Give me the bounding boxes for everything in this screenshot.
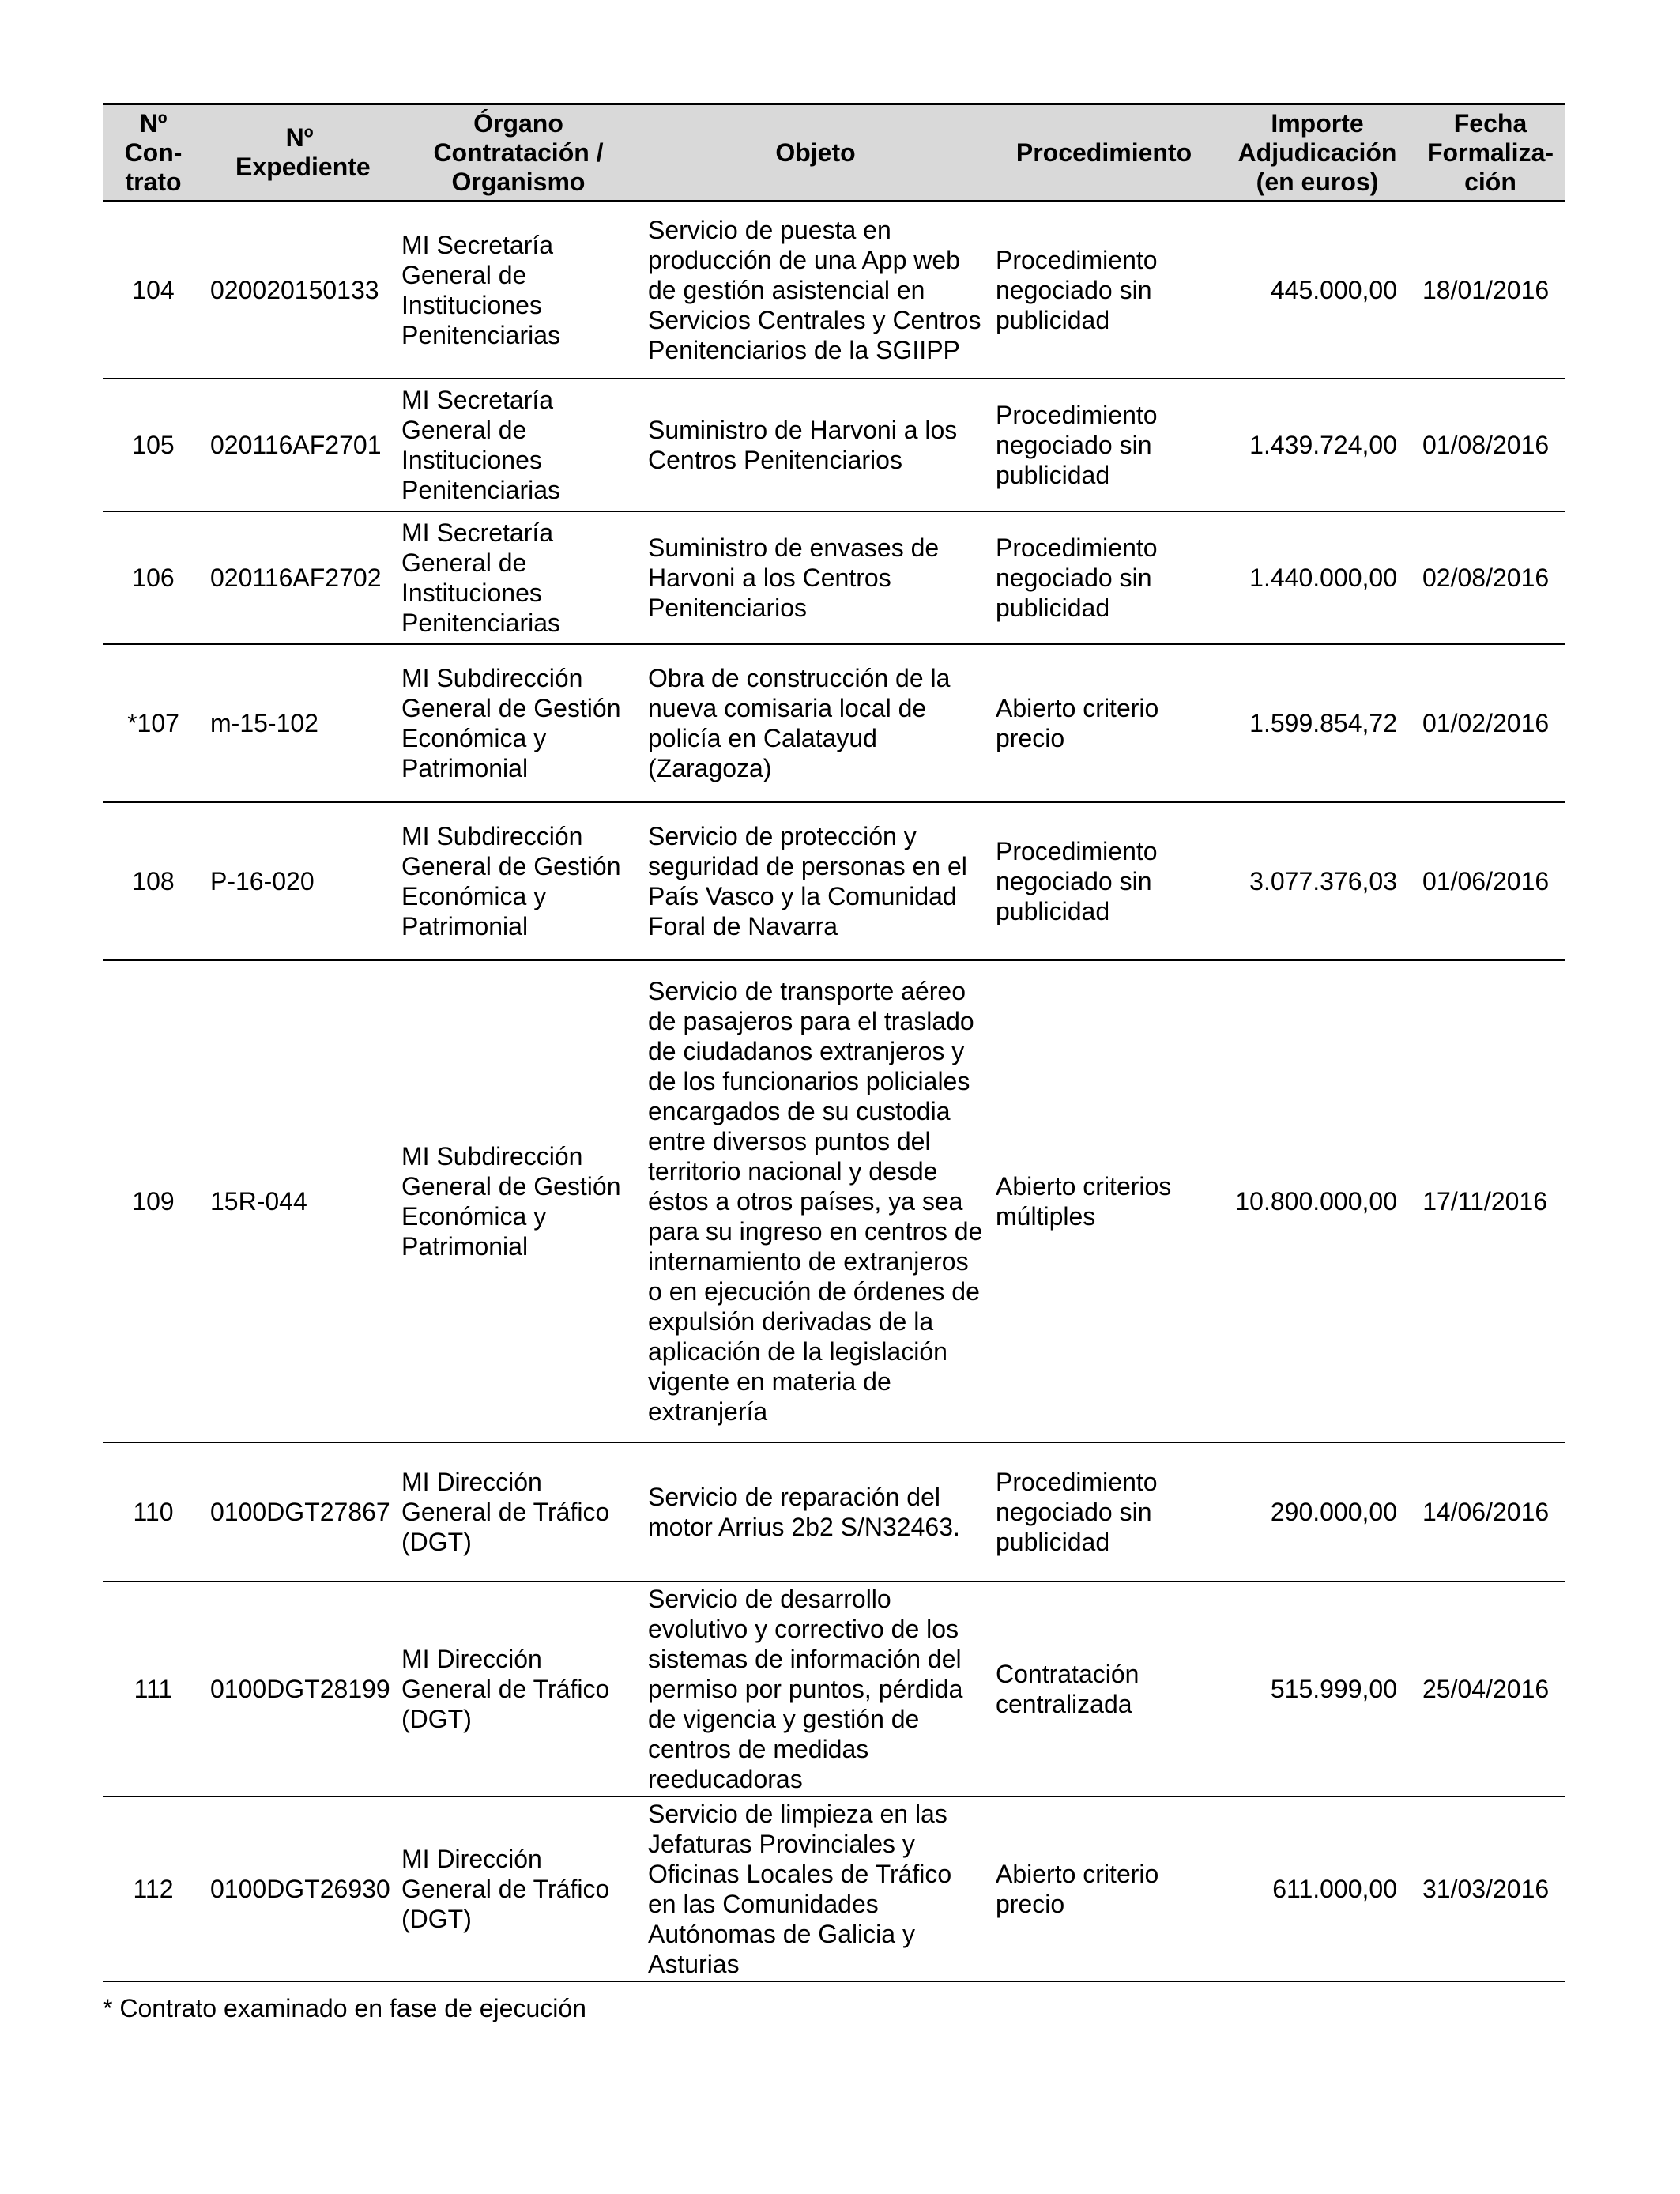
fecha-cell: 02/08/2016 <box>1416 511 1565 644</box>
importe-cell: 611.000,00 <box>1219 1796 1416 1981</box>
importe-cell: 445.000,00 <box>1219 202 1416 379</box>
fecha-cell: 31/03/2016 <box>1416 1796 1565 1981</box>
objeto-cell: Obra de construcción de la nueva comisaria local de policía en Calatayud (Zaragoza) <box>642 644 989 802</box>
header-objeto: Objeto <box>642 104 989 202</box>
objeto-cell: Suministro de Harvoni a los Centros Penitenciarios <box>642 379 989 511</box>
expediente-number: 0100DGT26930 <box>204 1796 395 1981</box>
header-expediente: Nº Expediente <box>204 104 395 202</box>
header-importe: Importe Adjudicación (en euros) <box>1219 104 1416 202</box>
organo-cell: MI Secretaría General de Instituciones Penitenciarias <box>395 379 642 511</box>
expediente-number: m-15-102 <box>204 644 395 802</box>
expediente-number: 0100DGT27867 <box>204 1442 395 1581</box>
footnote: * Contrato examinado en fase de ejecución <box>103 1993 586 2022</box>
objeto-cell: Servicio de puesta en producción de una App web de gestión asistencial en Servicios Centrales y Centros Penitenciarios de la SGIIPP <box>642 202 989 379</box>
table-row <box>103 1796 1565 1981</box>
expediente-number: 020020150133 <box>204 202 395 379</box>
table-row <box>103 644 1565 802</box>
organo-cell: MI Dirección General de Tráfico (DGT) <box>395 1442 642 1581</box>
expediente-number: 020116AF2702 <box>204 511 395 644</box>
document-page <box>103 103 1565 2023</box>
importe-cell: 515.999,00 <box>1219 1581 1416 1796</box>
header-fecha: Fecha Formaliza-ción <box>1416 104 1565 202</box>
objeto-cell: Servicio de desarrollo evolutivo y correctivo de los sistemas de información del permiso por puntos, pérdida de vigencia y gestión de centros de medidas reeducadoras <box>642 1581 989 1796</box>
organo-cell: MI Dirección General de Tráfico (DGT) <box>395 1796 642 1981</box>
procedimiento-cell: Procedimiento negociado sin publicidad <box>989 202 1219 379</box>
fecha-cell: 14/06/2016 <box>1416 1442 1565 1581</box>
header-contrato: Nº Con-trato <box>103 104 204 202</box>
table-row <box>103 1581 1565 1796</box>
expediente-number: 020116AF2701 <box>204 379 395 511</box>
procedimiento-cell: Abierto criterios múltiples <box>989 960 1219 1442</box>
table-row <box>103 802 1565 960</box>
organo-cell: MI Subdirección General de Gestión Económica y Patrimonial <box>395 960 642 1442</box>
expediente-number: P-16-020 <box>204 802 395 960</box>
table-row <box>103 511 1565 644</box>
fecha-cell: 18/01/2016 <box>1416 202 1565 379</box>
table-row <box>103 1442 1565 1581</box>
importe-cell: 1.440.000,00 <box>1219 511 1416 644</box>
procedimiento-cell: Abierto criterio precio <box>989 1796 1219 1981</box>
contract-number: 111 <box>103 1581 204 1796</box>
procedimiento-cell: Procedimiento negociado sin publicidad <box>989 379 1219 511</box>
importe-cell: 10.800.000,00 <box>1219 960 1416 1442</box>
fecha-cell: 01/02/2016 <box>1416 644 1565 802</box>
contracts-table <box>103 103 1565 1982</box>
organo-cell: MI Dirección General de Tráfico (DGT) <box>395 1581 642 1796</box>
contract-number: 112 <box>103 1796 204 1981</box>
fecha-cell: 17/11/2016 <box>1416 960 1565 1442</box>
organo-cell: MI Subdirección General de Gestión Económica y Patrimonial <box>395 802 642 960</box>
contract-number: 104 <box>103 202 204 379</box>
fecha-cell: 01/08/2016 <box>1416 379 1565 511</box>
fecha-cell: 01/06/2016 <box>1416 802 1565 960</box>
procedimiento-cell: Procedimiento negociado sin publicidad <box>989 1442 1219 1581</box>
table-row <box>103 379 1565 511</box>
contract-number: *107 <box>103 644 204 802</box>
fecha-cell: 25/04/2016 <box>1416 1581 1565 1796</box>
table-row <box>103 202 1565 379</box>
expediente-number: 0100DGT28199 <box>204 1581 395 1796</box>
table-header-row <box>103 104 1565 202</box>
importe-cell: 1.599.854,72 <box>1219 644 1416 802</box>
procedimiento-cell: Contratación centralizada <box>989 1581 1219 1796</box>
importe-cell: 290.000,00 <box>1219 1442 1416 1581</box>
objeto-cell: Servicio de limpieza en las Jefaturas Provinciales y Oficinas Locales de Tráfico en las Comunidades Autónomas de Galicia y Asturias <box>642 1796 989 1981</box>
contract-number: 105 <box>103 379 204 511</box>
objeto-cell: Servicio de reparación del motor Arrius 2b2 S/N32463. <box>642 1442 989 1581</box>
contract-number: 106 <box>103 511 204 644</box>
importe-cell: 3.077.376,03 <box>1219 802 1416 960</box>
organo-cell: MI Subdirección General de Gestión Económica y Patrimonial <box>395 644 642 802</box>
header-procedimiento: Procedimiento <box>989 104 1219 202</box>
expediente-number: 15R-044 <box>204 960 395 1442</box>
objeto-cell: Servicio de transporte aéreo de pasajeros para el traslado de ciudadanos extranjeros y de los funcionarios policiales encargados de su custodia entre diversos puntos del territorio nacional y desde éstos a otros países, ya sea para su ingreso en centros de internamiento de extranjeros o en ejecución de órdenes de expulsión derivadas de la aplicación de la legislación vigente en materia de extranjería <box>642 960 989 1442</box>
objeto-cell: Servicio de protección y seguridad de personas en el País Vasco y la Comunidad Foral de Navarra <box>642 802 989 960</box>
organo-cell: MI Secretaría General de Instituciones Penitenciarias <box>395 202 642 379</box>
importe-cell: 1.439.724,00 <box>1219 379 1416 511</box>
contract-number: 108 <box>103 802 204 960</box>
procedimiento-cell: Abierto criterio precio <box>989 644 1219 802</box>
objeto-cell: Suministro de envases de Harvoni a los Centros Penitenciarios <box>642 511 989 644</box>
header-organo: Órgano Contratación / Organismo <box>395 104 642 202</box>
contract-number: 109 <box>103 960 204 1442</box>
table-row <box>103 960 1565 1442</box>
procedimiento-cell: Procedimiento negociado sin publicidad <box>989 802 1219 960</box>
procedimiento-cell: Procedimiento negociado sin publicidad <box>989 511 1219 644</box>
contract-number: 110 <box>103 1442 204 1581</box>
organo-cell: MI Secretaría General de Instituciones Penitenciarias <box>395 511 642 644</box>
